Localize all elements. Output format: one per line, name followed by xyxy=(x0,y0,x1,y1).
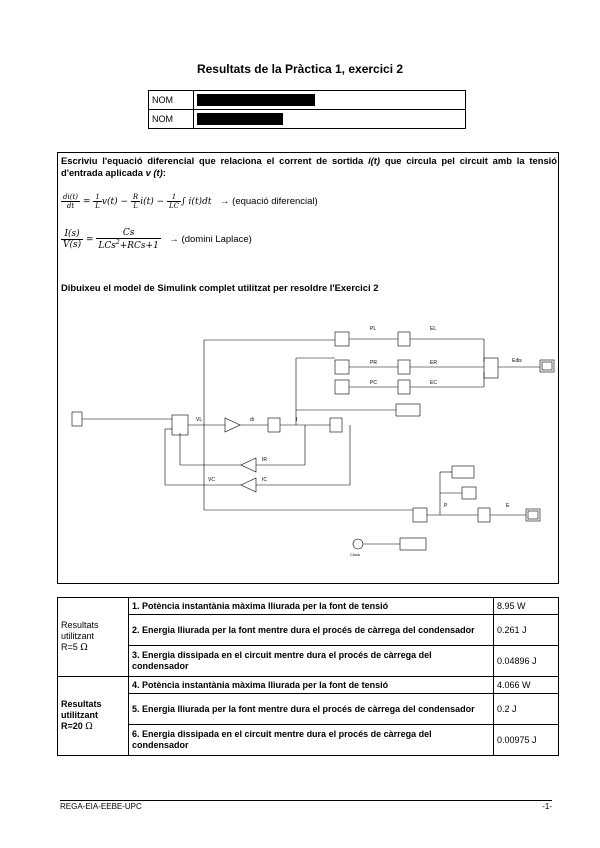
result-row-5 xyxy=(58,694,559,725)
result-question-2: 2. Energia lliurada per la font mentre dura el procés de càrrega del condensador xyxy=(129,615,494,646)
label-el: EL xyxy=(430,326,437,332)
page-title: Resultats de la Pràctica 1, exercici 2 xyxy=(196,62,404,76)
result-question-5: 5. Energia lliurada per la font mentre dura el procés de càrrega del condensador xyxy=(129,694,494,725)
results-table xyxy=(57,597,559,756)
label-ir: IR xyxy=(262,457,267,463)
label-pr: PR xyxy=(370,360,377,366)
name-row-2 xyxy=(149,110,466,129)
label-i: I xyxy=(296,417,298,423)
result-value-5: 0.2 J xyxy=(494,694,559,725)
redacted-name-2 xyxy=(197,113,283,125)
group-1-unit: Ω xyxy=(80,643,88,653)
group-2-line-3: R=20 xyxy=(61,721,83,731)
result-row-6 xyxy=(58,725,559,756)
result-value-3: 0.04896 J xyxy=(494,646,559,677)
result-row-1 xyxy=(58,598,559,615)
result-row-4 xyxy=(58,677,559,694)
question-2: Dibuixeu el model de Simulink complet utilitzat per resoldre l'Exercici 2 xyxy=(61,282,379,293)
nom-label-2: NOM xyxy=(149,110,194,129)
result-question-1: 1. Potència instantània màxima lliurada per la font de tensió xyxy=(129,598,494,615)
result-value-4: 4.066 W xyxy=(494,677,559,694)
group-1-line-1: Resultats xyxy=(61,620,99,630)
label-ic: IC xyxy=(262,477,267,483)
simulink-diagram xyxy=(60,300,555,570)
group-2-label xyxy=(58,677,129,756)
label-pc: PC xyxy=(370,380,377,386)
label-clock: Clock xyxy=(350,552,361,557)
label-ec: EC xyxy=(430,380,437,386)
eq2-note: → (domini Laplace) xyxy=(169,234,252,245)
question-1-vt: v (t) xyxy=(145,167,163,178)
label-e: E xyxy=(506,503,510,509)
label-vl: VL xyxy=(196,417,203,423)
name-value-1 xyxy=(194,91,466,110)
question-1-suffix: : xyxy=(162,167,166,178)
nom-label-1: NOM xyxy=(149,91,194,110)
eq1-note: → (equació diferencial) xyxy=(220,196,318,207)
page-number: -1- xyxy=(542,802,552,811)
redacted-name-1 xyxy=(197,94,315,106)
label-er: ER xyxy=(430,360,437,366)
names-table xyxy=(148,90,466,129)
result-value-2: 0.261 J xyxy=(494,615,559,646)
differential-equation: $\frac{di(t)}{dt}$ = $\frac{1}{L}$ v(t) − $\frac{R}{L}$ i(t) − $\frac{1}{LC}$ ∫ i(t)dt → (equació diferencial) xyxy=(63,193,318,210)
label-di: di xyxy=(250,417,254,423)
group-2-line-1: Resultats xyxy=(61,699,102,709)
group-2-line-2: utilitzant xyxy=(61,710,98,720)
source-block xyxy=(72,412,82,426)
result-row-2 xyxy=(58,615,559,646)
result-question-4: 4. Potència instantània màxima lliurada per la font de tensió xyxy=(129,677,494,694)
result-question-3: 3. Energia dissipada en el circuit mentre dura el procés de càrrega del condensador xyxy=(129,646,494,677)
result-value-6: 0.00975 J xyxy=(494,725,559,756)
laplace-equation: $\frac{I(s)}{V(s)}$ = $\frac{Cs}{LCs^2+RCs+1}$ → (domini Laplace) xyxy=(63,228,252,251)
result-value-1: 8.95 W xyxy=(494,598,559,615)
group-1-line-2: utilitzant xyxy=(61,631,95,641)
label-edis: Edis xyxy=(512,358,522,364)
question-1-middle: que circula pel circuit amb la tensió d'entrada aplicada xyxy=(61,155,557,178)
question-1-prefix: Escriviu l'equació diferencial que relaciona el corrent de sortida xyxy=(61,155,369,166)
label-pl: PL xyxy=(370,326,377,332)
footer-left: REGA-EIA-EEBE-UPC xyxy=(60,802,142,811)
question-1-it: i(t) xyxy=(368,155,381,166)
label-p: P xyxy=(444,503,448,509)
label-vc: VC xyxy=(208,477,215,483)
group-1-line-3: R=5 xyxy=(61,642,78,652)
footer xyxy=(60,800,552,811)
question-1 xyxy=(61,155,557,179)
group-2-unit: Ω xyxy=(85,722,93,732)
result-row-3 xyxy=(58,646,559,677)
name-value-2 xyxy=(194,110,466,129)
group-1-label xyxy=(58,598,129,677)
name-row-1 xyxy=(149,91,466,110)
result-question-6: 6. Energia dissipada en el circuit mentre dura el procés de càrrega del condensador xyxy=(129,725,494,756)
